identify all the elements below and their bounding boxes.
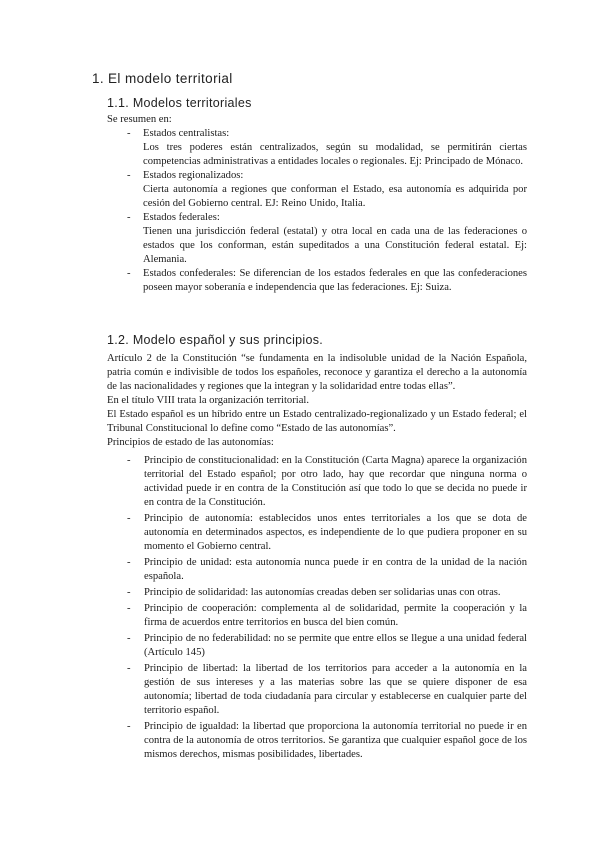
item-body: Estados confederales: Se diferencian de los estados federales en que las confederaciones poseen mayor soberanía e independencia que las federaciones. Ej: Suiza.: [143, 268, 527, 293]
list-item: [107, 127, 527, 169]
list-item: [107, 632, 527, 660]
territorial-models-list: [107, 127, 527, 295]
list-item: [107, 602, 527, 630]
paragraph: Artículo 2 de la Constitución “se fundamenta en la indisoluble unidad de la Nación Española, patria común e indivisible de todos los españoles, reconoce y garantiza el derecho a la autonomía de las nacionalidades y regiones que la integran y la solidaridad entre todas ellas”.: [107, 353, 527, 392]
list-dash: -: [127, 268, 131, 279]
list-item: [107, 662, 527, 718]
item-title: Estados regionalizados:: [143, 170, 244, 181]
list-dash: -: [127, 603, 131, 614]
item-body: Principio de constitucionalidad: en la Constitución (Carta Magna) aparece la organización territorial del Estado español; por otro lado, hay que recordar que ninguna norma o actividad puede ir en contra de la Constitución así que todo lo que se decida no puede ir en contra de la Constitución.: [144, 455, 527, 508]
list-item: [107, 211, 527, 267]
list-dash: -: [127, 663, 131, 674]
list-item: [107, 512, 527, 554]
paragraph: El Estado español es un híbrido entre un Estado centralizado-regionalizado y un Estado federal; el Tribunal Constitucional lo define como “Estado de las autonomías”.: [107, 409, 527, 434]
section-1-title: 1.1. Modelos territoriales: [107, 96, 252, 110]
list-item: [107, 556, 527, 584]
item-body: Principio de unidad: esta autonomía nunca puede ir en contra de la unidad de la nación española.: [144, 557, 527, 582]
item-title: Estados federales:: [143, 212, 220, 223]
list-item: [107, 586, 527, 600]
item-body: Principio de autonomía: establecidos unos entes territoriales a los que se dota de autonomía en determinados aspectos, es independiente de lo que pudiera proponer en su momento el Gobierno central.: [144, 513, 527, 552]
heading-1: [92, 72, 233, 86]
list-item: [107, 267, 527, 295]
paragraph: Principios de estado de las autonomías:: [107, 437, 274, 448]
list-dash: -: [127, 557, 131, 568]
list-dash: -: [127, 587, 131, 598]
list-dash: -: [127, 455, 131, 466]
list-item: [107, 169, 527, 211]
section-2-title: 1.2. Modelo español y sus principios.: [107, 333, 324, 347]
item-title: Estados centralistas:: [143, 128, 230, 139]
autonomy-principles-list: [107, 454, 527, 762]
item-body: Tienen una jurisdicción federal (estatal) y otra local en cada una de las federaciones o estados que los conforman, están supeditados a una Constitución federal estatal. Ej: Alemania.: [143, 226, 527, 265]
section-1-intro: Se resumen en:: [107, 114, 172, 125]
item-body: Principio de igualdad: la libertad que proporciona la autonomía territorial no puede ir en contra de la autonomía de otros territorios. Se garantiza que cualquier español goce de los mismos derechos, mismas posibilidades, libertades.: [144, 721, 527, 760]
list-dash: -: [127, 170, 131, 181]
item-body: Cierta autonomía a regiones que conforman el Estado, esa autonomía es adquirida por cesión del Gobierno central. EJ: Reino Unido, Italia.: [143, 184, 527, 209]
section-2-paragraphs: [107, 352, 527, 450]
heading-1-number: 1.: [92, 71, 105, 86]
list-dash: -: [127, 513, 131, 524]
item-body: Principio de cooperación: complementa al de solidaridad, permite la cooperación y la firma de acuerdos entre territorios en busca del bien común.: [144, 603, 527, 628]
item-body: Principio de libertad: la libertad de los territorios para acceder a la autonomía en la gestión de sus intereses y a las materias sobre las que se quiere disponer de esa autonomía; libertad de toda ciudadanía para circular y establecerse en cualquier parte del territorio español.: [144, 663, 527, 716]
list-dash: -: [127, 128, 131, 139]
list-dash: -: [127, 721, 131, 732]
heading-1-title: El modelo territorial: [108, 71, 233, 86]
list-dash: -: [127, 212, 131, 223]
item-body: Los tres poderes están centralizados, según su modalidad, se permitirán ciertas competencias administrativas a entidades locales o regionales. Ej: Principado de Mónaco.: [143, 142, 527, 167]
item-body: Principio de solidaridad: las autonomías creadas deben ser solidarias unas con otras.: [144, 587, 501, 598]
list-dash: -: [127, 633, 131, 644]
item-body: Principio de no federabilidad: no se permite que entre ellos se llegue a una unidad federal (Artículo 145): [144, 633, 527, 658]
paragraph: En el título VIII trata la organización territorial.: [107, 395, 309, 406]
list-item: [107, 720, 527, 762]
list-item: [107, 454, 527, 510]
